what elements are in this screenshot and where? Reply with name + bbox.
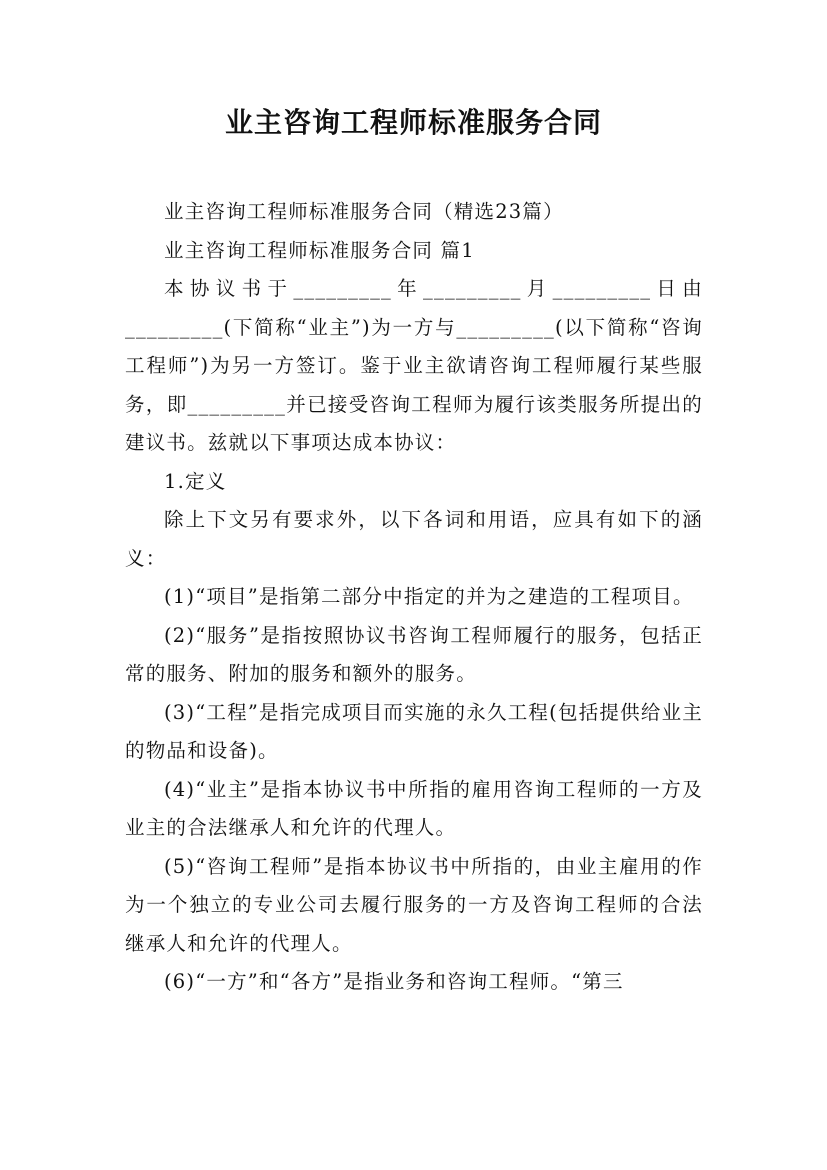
definition-item-5: (5)“咨询工程师”是指本协议书中所指的，由业主雇用的作为一个独立的专业公司去履行服务的一方及咨询工程师的合法继承人和允许的代理人。: [125, 854, 703, 955]
definition-item-2: (2)“服务”是指按照协议书咨询工程师履行的服务，包括正常的服务、附加的服务和额外的服务。: [125, 623, 703, 685]
section-heading: 业主咨询工程师标准服务合同 篇1: [164, 238, 475, 262]
definition-intro: 除上下文另有要求外，以下各词和用语，应具有如下的涵义：: [125, 508, 703, 570]
document-body: [125, 193, 703, 1002]
subtitle-line: 业主咨询工程师标准服务合同（精选23篇）: [164, 200, 564, 223]
definition-item-1: (1)“项目”是指第二部分中指定的并为之建造的工程项目。: [164, 585, 694, 608]
definition-item-3: (3)“工程”是指完成项目而实施的永久工程(包括提供给业主的物品和设备)。: [125, 700, 703, 762]
document-title: 业主咨询工程师标准服务合同: [224, 106, 602, 139]
agreement-paragraph: 本协议书于_________年_________月_________日由_________(下简称“业主”)为一方与_________(以下简称“咨询工程师”)为另一方签订。鉴于业主欲请咨询工程师履行某些服务，即_________并已接受咨询工程师为履行该类服务所提出的建议书。兹就以下事项达成本协议：: [125, 277, 703, 454]
definition-item-6: (6)“一方”和“各方”是指业务和咨询工程师。“第三: [164, 970, 624, 993]
definition-heading: 1.定义: [164, 469, 227, 493]
definition-item-4: (4)“业主”是指本协议书中所指的雇用咨询工程师的一方及业主的合法继承人和允许的代理人。: [125, 777, 703, 839]
